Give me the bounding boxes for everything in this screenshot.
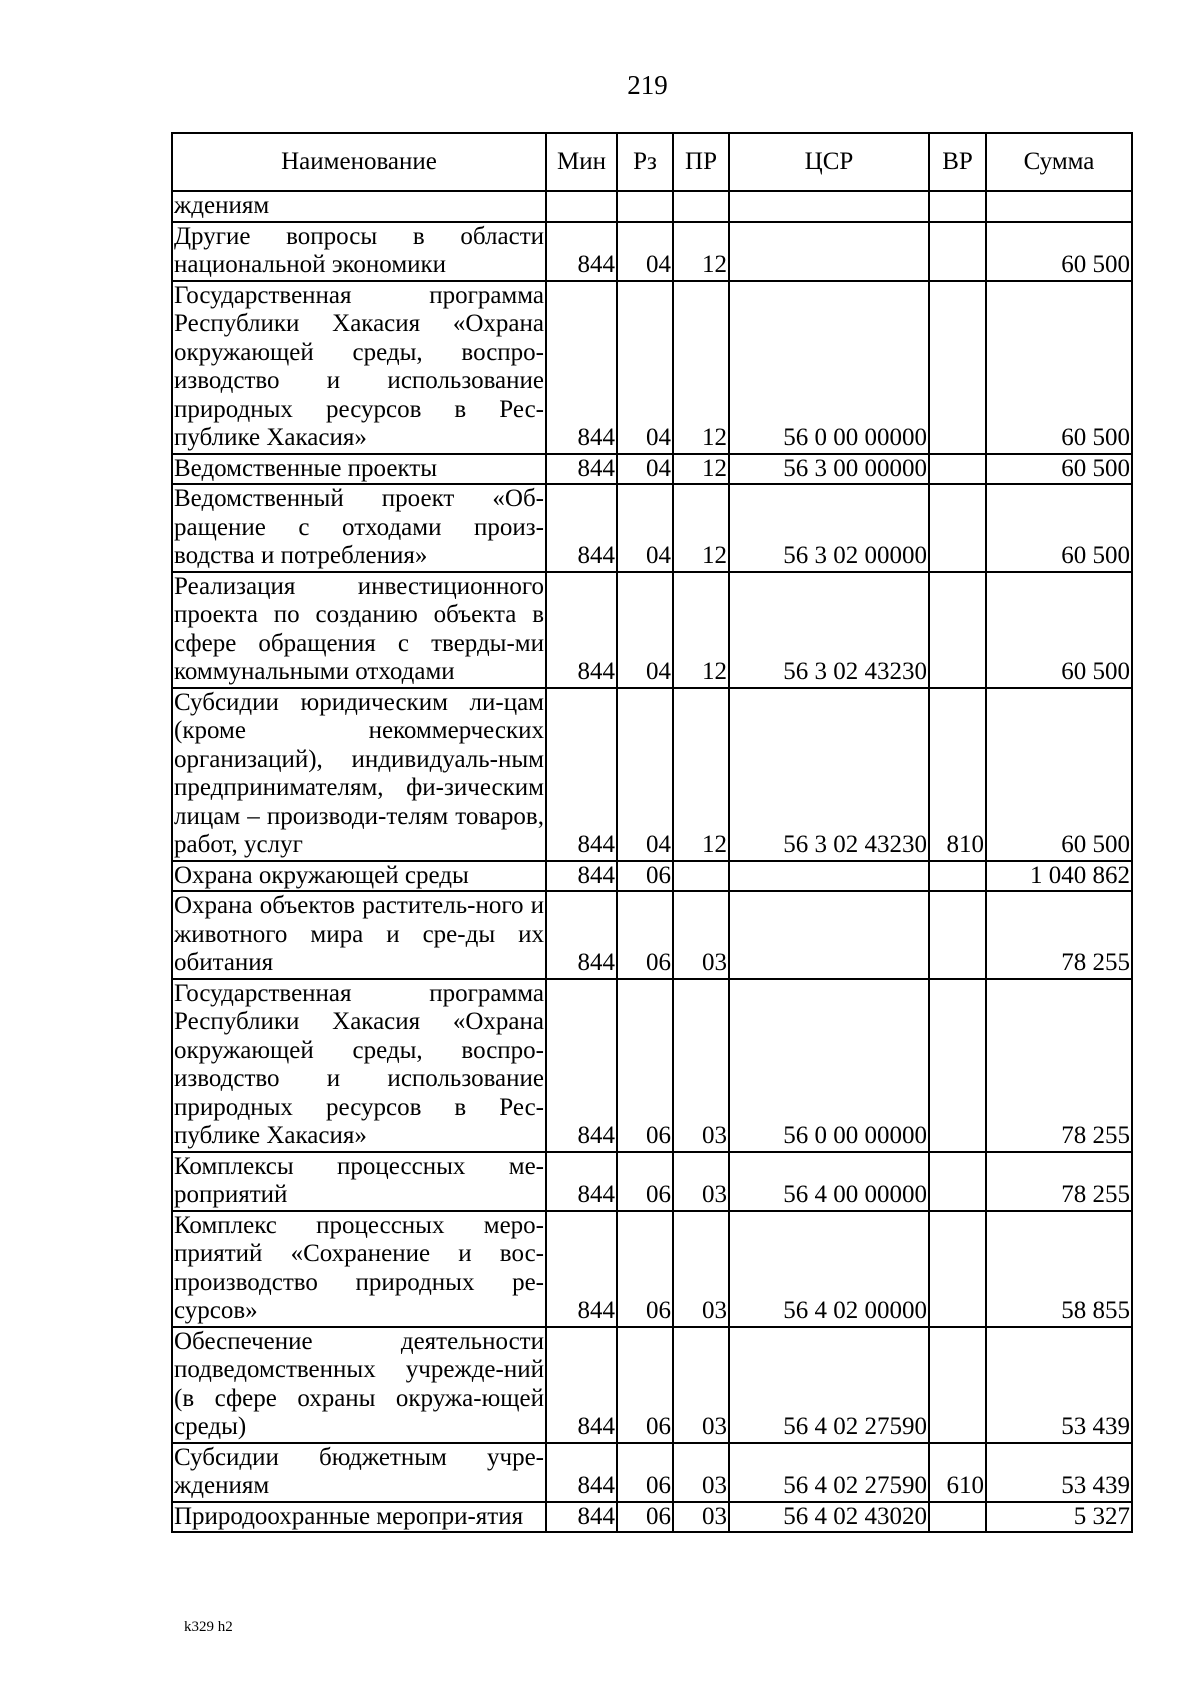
- table-body: [172, 191, 1132, 1532]
- cell-sum: 60 500: [986, 688, 1132, 861]
- cell-rz: 06: [617, 861, 673, 892]
- table-row: [172, 891, 1132, 979]
- cell-rz: 04: [617, 572, 673, 688]
- cell-name: Комплекс процессных меро-приятий «Сохранение и вос-производство природных ре-сурсов»: [172, 1211, 546, 1327]
- cell-min: 844: [546, 281, 617, 454]
- cell-name: Другие вопросы в области национальной экономики: [172, 222, 546, 281]
- cell-min: 844: [546, 1327, 617, 1443]
- cell-vr: [929, 1502, 986, 1533]
- cell-min: 844: [546, 222, 617, 281]
- cell-vr: [929, 572, 986, 688]
- cell-vr: [929, 861, 986, 892]
- cell-csr: [729, 222, 929, 281]
- cell-name: Реализация инвестиционного проекта по созданию объекта в сфере обращения с тверды-ми коммунальными отходами: [172, 572, 546, 688]
- cell-csr: 56 3 02 00000: [729, 484, 929, 572]
- cell-rz: 04: [617, 454, 673, 485]
- cell-csr: 56 3 02 43230: [729, 688, 929, 861]
- page-number: 219: [627, 70, 668, 100]
- cell-rz: 04: [617, 688, 673, 861]
- table-row: [172, 1443, 1132, 1502]
- cell-name: Государственная программа Республики Хакасия «Охрана окружающей среды, воспро-изводство и использование природных ресурсов в Рес-публике Хакасия»: [172, 281, 546, 454]
- cell-csr: 56 4 02 43020: [729, 1502, 929, 1533]
- cell-name: Комплексы процессных ме-роприятий: [172, 1152, 546, 1211]
- header-rz: Рз: [617, 133, 673, 191]
- table-row: [172, 861, 1132, 892]
- header-vr: ВР: [929, 133, 986, 191]
- cell-sum: 60 500: [986, 572, 1132, 688]
- cell-min: 844: [546, 1211, 617, 1327]
- cell-pr: 03: [673, 1152, 729, 1211]
- cell-csr: 56 3 02 43230: [729, 572, 929, 688]
- cell-pr: 12: [673, 222, 729, 281]
- table-row: [172, 281, 1132, 454]
- cell-min: 844: [546, 454, 617, 485]
- cell-sum: 1 040 862: [986, 861, 1132, 892]
- cell-rz: 04: [617, 281, 673, 454]
- cell-min: 844: [546, 861, 617, 892]
- cell-pr: 12: [673, 454, 729, 485]
- cell-csr: [729, 191, 929, 222]
- cell-name: Ведомственный проект «Об-ращение с отходами произ-водства и потребления»: [172, 484, 546, 572]
- cell-vr: [929, 1152, 986, 1211]
- cell-csr: 56 0 00 00000: [729, 979, 929, 1152]
- cell-pr: 12: [673, 572, 729, 688]
- cell-min: 844: [546, 688, 617, 861]
- cell-csr: [729, 861, 929, 892]
- table-row: [172, 572, 1132, 688]
- cell-name: Обеспечение деятельности подведомственных учрежде-ний (в сфере охраны окружа-ющей среды): [172, 1327, 546, 1443]
- cell-rz: 04: [617, 484, 673, 572]
- cell-rz: 06: [617, 1211, 673, 1327]
- cell-pr: [673, 861, 729, 892]
- cell-vr: 610: [929, 1443, 986, 1502]
- cell-pr: 03: [673, 891, 729, 979]
- cell-sum: 78 255: [986, 1152, 1132, 1211]
- cell-rz: 06: [617, 1443, 673, 1502]
- cell-min: 844: [546, 572, 617, 688]
- header-pr: ПР: [673, 133, 729, 191]
- cell-sum: 53 439: [986, 1443, 1132, 1502]
- cell-rz: 06: [617, 1152, 673, 1211]
- cell-min: 844: [546, 891, 617, 979]
- cell-sum: 60 500: [986, 454, 1132, 485]
- cell-min: 844: [546, 1152, 617, 1211]
- cell-sum: 53 439: [986, 1327, 1132, 1443]
- cell-rz: 06: [617, 1502, 673, 1533]
- cell-csr: 56 4 02 27590: [729, 1327, 929, 1443]
- cell-rz: 06: [617, 1327, 673, 1443]
- table-row: [172, 1152, 1132, 1211]
- cell-sum: 60 500: [986, 281, 1132, 454]
- cell-name: Природоохранные меропри-ятия: [172, 1502, 546, 1533]
- cell-name: Ведомственные проекты: [172, 454, 546, 485]
- cell-csr: 56 3 00 00000: [729, 454, 929, 485]
- table-row: [172, 1327, 1132, 1443]
- header-name: Наименование: [172, 133, 546, 191]
- cell-pr: 03: [673, 1327, 729, 1443]
- cell-csr: 56 0 00 00000: [729, 281, 929, 454]
- cell-name: Субсидии бюджетным учре-ждениям: [172, 1443, 546, 1502]
- cell-pr: 03: [673, 1502, 729, 1533]
- cell-csr: 56 4 02 27590: [729, 1443, 929, 1502]
- table-row: [172, 688, 1132, 861]
- cell-pr: 03: [673, 979, 729, 1152]
- table-header-row: [172, 133, 1132, 191]
- cell-pr: 03: [673, 1443, 729, 1502]
- cell-csr: 56 4 02 00000: [729, 1211, 929, 1327]
- cell-name: Субсидии юридическим ли-цам (кроме некоммерческих организаций), индивидуаль-ным предпринимателям, фи-зическим лицам – производи-телям товаров, работ, услуг: [172, 688, 546, 861]
- cell-pr: 12: [673, 484, 729, 572]
- cell-min: 844: [546, 484, 617, 572]
- table-row: [172, 1211, 1132, 1327]
- table-row: [172, 1502, 1132, 1533]
- cell-vr: 810: [929, 688, 986, 861]
- cell-vr: [929, 1327, 986, 1443]
- cell-vr: [929, 222, 986, 281]
- cell-min: [546, 191, 617, 222]
- cell-vr: [929, 454, 986, 485]
- cell-sum: 60 500: [986, 484, 1132, 572]
- cell-vr: [929, 1211, 986, 1327]
- cell-min: 844: [546, 1502, 617, 1533]
- cell-rz: 04: [617, 222, 673, 281]
- cell-csr: 56 4 00 00000: [729, 1152, 929, 1211]
- table-row: [172, 484, 1132, 572]
- cell-name: Охрана окружающей среды: [172, 861, 546, 892]
- cell-vr: [929, 484, 986, 572]
- header-min: Мин: [546, 133, 617, 191]
- cell-rz: 06: [617, 979, 673, 1152]
- budget-table: [171, 132, 1133, 1533]
- table-row: [172, 222, 1132, 281]
- cell-pr: 12: [673, 688, 729, 861]
- cell-min: 844: [546, 979, 617, 1152]
- cell-min: 844: [546, 1443, 617, 1502]
- cell-pr: [673, 191, 729, 222]
- header-sum: Сумма: [986, 133, 1132, 191]
- cell-sum: 78 255: [986, 979, 1132, 1152]
- cell-name: Государственная программа Республики Хакасия «Охрана окружающей среды, воспро-изводство и использование природных ресурсов в Рес-публике Хакасия»: [172, 979, 546, 1152]
- cell-sum: 5 327: [986, 1502, 1132, 1533]
- cell-name: Охрана объектов раститель-ного и животного мира и сре-ды их обитания: [172, 891, 546, 979]
- footer-code: k329 h2: [184, 1619, 233, 1635]
- header-csr: ЦСР: [729, 133, 929, 191]
- cell-vr: [929, 191, 986, 222]
- cell-sum: [986, 191, 1132, 222]
- cell-vr: [929, 979, 986, 1152]
- cell-vr: [929, 891, 986, 979]
- table-row: [172, 454, 1132, 485]
- cell-sum: 60 500: [986, 222, 1132, 281]
- cell-name: ждениям: [172, 191, 546, 222]
- cell-pr: 03: [673, 1211, 729, 1327]
- cell-vr: [929, 281, 986, 454]
- table-row: [172, 979, 1132, 1152]
- cell-sum: 78 255: [986, 891, 1132, 979]
- cell-rz: 06: [617, 891, 673, 979]
- table-row: [172, 191, 1132, 222]
- cell-rz: [617, 191, 673, 222]
- cell-csr: [729, 891, 929, 979]
- cell-sum: 58 855: [986, 1211, 1132, 1327]
- cell-pr: 12: [673, 281, 729, 454]
